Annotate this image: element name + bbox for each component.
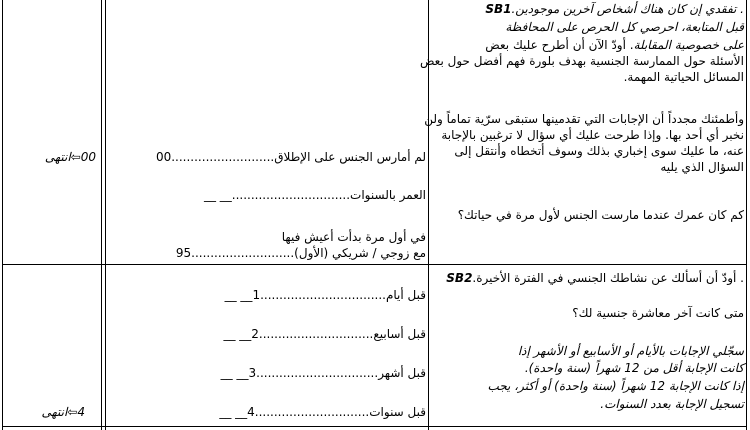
- sb1-assurance-line-3: عنه، ما عليك سوى إخباري بذلك وسوف أتخطاه وأنتقل إلى: [454, 144, 744, 158]
- sb2-option-weeks-code: 2: [251, 327, 259, 341]
- sb1-intro-line-2: قبل المتابعة، احرصي كل الحرص على المحافظة: [505, 20, 744, 34]
- sb2-option-weeks-dots: ..............................: [258, 327, 374, 341]
- sb1-option-never-code: 00: [155, 150, 172, 164]
- sb1-intro-line-1: [485, 1, 744, 17]
- sb1-intro-line-4: الأسئلة حول الممارسة الجنسية بهدف بلورة فهم أفضل حول بعض: [419, 54, 744, 68]
- sb2-code: SB2: [446, 271, 473, 285]
- sb1-option-age-label: العمر بالسنوات: [350, 188, 426, 202]
- sb2-option-months-code: 3: [248, 366, 257, 380]
- sb2-question: متى كانت آخر معاشرة جنسية لك؟: [572, 306, 744, 320]
- sb1-option-never: [156, 149, 426, 165]
- sb2-option-years-dots: ..............................: [254, 405, 370, 419]
- sb1-intro-line-3-tail: . أودّ الآن أن أطرح عليك بعض: [485, 38, 634, 52]
- sb2-skip-instruction: 4⇦انتهى: [41, 405, 85, 419]
- sb2-option-days-label: قبل أيام: [385, 288, 426, 302]
- column-divider-skip: [101, 0, 102, 430]
- sb2-instruction-line-3: إذا كانت الإجابة 12 شهراً (سنة واحدة) أو أكثر، يجب: [487, 379, 744, 393]
- sb1-assurance-line-4: السؤال الذي يليه: [660, 160, 744, 174]
- sb1-option-first-union-line-2: [176, 245, 426, 261]
- sb1-option-age: [204, 187, 426, 203]
- sb1-skip-instruction: 00⇦انتهى: [44, 150, 96, 164]
- sb1-option-first-union-label: مع زوجي / شريكي (الأول): [294, 246, 426, 260]
- sb1-option-never-label: لم أمارس الجنس على الإطلاق: [274, 150, 426, 164]
- sb2-option-months-blanks: __ __: [220, 366, 249, 380]
- sb2-option-months: [221, 365, 426, 381]
- sb1-intro-text: . تفقدي إن كان هناك أشخاص آخرين موجودين.: [511, 2, 744, 16]
- table-border-left: [2, 0, 3, 430]
- sb1-option-age-dots: ...............................: [231, 188, 351, 202]
- sb2-option-days: [225, 287, 426, 303]
- sb2-instruction-line-4: تسجيل الإجابة بعدد السنوات.: [600, 397, 744, 411]
- sb2-option-years-code: 4: [247, 405, 255, 419]
- sb2-option-days-blanks: __ __: [224, 288, 253, 302]
- sb2-option-weeks-label: قبل أسابيع: [373, 327, 426, 341]
- sb2-instruction-line-1: سجّلي الإجابات بالأيام أو الأسابيع أو الأشهر إذا: [517, 344, 744, 358]
- sb2-intro-line: [446, 270, 744, 286]
- sb2-option-days-dots: .................................: [260, 288, 386, 302]
- sb2-option-months-label: قبل أشهر: [378, 366, 426, 380]
- sb2-option-years-label: قبل سنوات: [369, 405, 426, 419]
- sb2-option-years: [219, 404, 426, 420]
- sb2-option-weeks-blanks: __ __: [223, 327, 252, 341]
- sb1-question: كم كان عمرك عندما مارست الجنس لأول مرة في حياتك؟: [457, 208, 744, 222]
- sb2-option-years-blanks: __ __: [219, 405, 248, 419]
- sb1-option-never-dots: ...........................: [171, 150, 275, 164]
- row-divider-sb2-next: [2, 426, 747, 427]
- table-border-right: [746, 0, 747, 430]
- column-divider-options: [105, 0, 106, 430]
- sb2-intro-text: . أودّ أن أسألك عن نشاطك الجنسي في الفترة الأخيرة.: [472, 271, 744, 285]
- sb1-assurance-line-1: وأطمئنك مجدداً أن الإجابات التي تقدمينها ستبقى سرّية تماماً ولن: [424, 112, 744, 126]
- sb1-privacy-phrase: على خصوصية المقابلة: [633, 38, 744, 52]
- row-divider-sb1-sb2: [2, 264, 747, 265]
- sb2-instruction-line-2: كانت الإجابة أقل من 12 شهراً (سنة واحدة).: [524, 361, 744, 375]
- sb1-option-first-union-line-1: في أول مرة بدأت أعيش فيها: [281, 230, 426, 244]
- sb1-option-first-union-dots: ...........................: [191, 246, 295, 260]
- sb1-intro-line-3: [485, 37, 744, 53]
- sb2-option-days-code: 1: [252, 288, 261, 302]
- sb2-option-weeks: [223, 326, 426, 342]
- sb1-option-age-blanks: __ __: [203, 188, 232, 202]
- sb2-option-months-dots: ................................: [256, 366, 379, 380]
- sb1-assurance-line-2: نخبر أي أحد بها. وإذا طرحت عليك أي سؤال لا ترغبين بالإجابة: [441, 128, 744, 142]
- sb1-intro-line-5: المسائل الحياتية المهمة.: [623, 70, 744, 84]
- sb1-code: SB1: [485, 2, 512, 16]
- sb1-option-first-union-code: 95: [175, 246, 192, 260]
